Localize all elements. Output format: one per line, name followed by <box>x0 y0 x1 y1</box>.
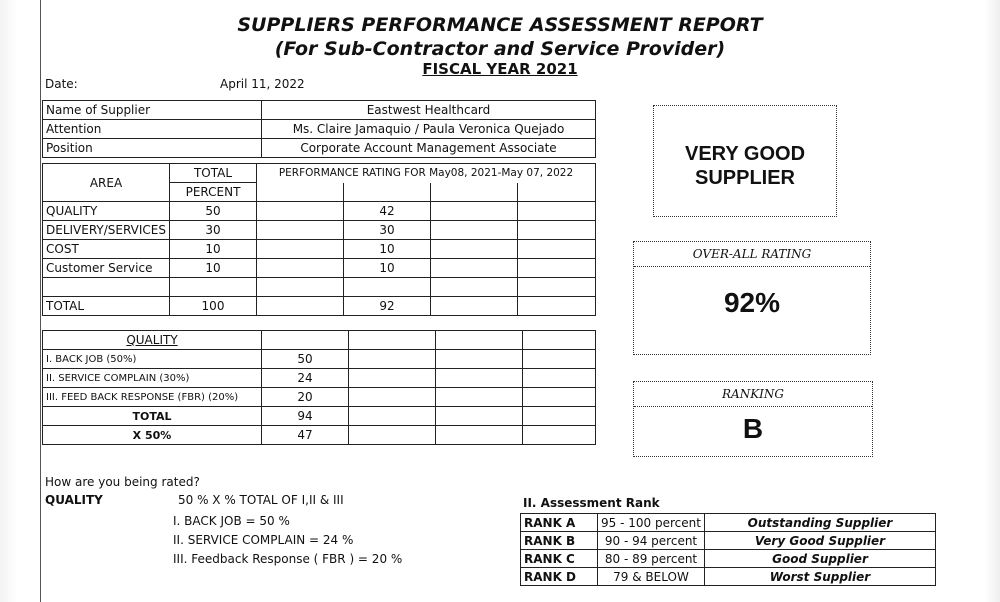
verdict-box <box>653 105 837 217</box>
quality-item-label: I. BACK JOB (50%) <box>43 350 262 369</box>
area-total-label: TOTAL <box>43 297 170 316</box>
area-rating: 30 <box>344 221 431 240</box>
rank-desc: Good Supplier <box>705 550 936 568</box>
position-row <box>43 139 596 158</box>
rank-desc: Worst Supplier <box>705 568 936 586</box>
quality-item-value: 24 <box>262 369 349 388</box>
how-line: III. Feedback Response ( FBR ) = 20 % <box>173 552 403 566</box>
rank-range: 95 - 100 percent <box>598 514 705 532</box>
rank-code: RANK A <box>521 514 598 532</box>
date-value: April 11, 2022 <box>220 77 305 91</box>
rank-row-c <box>521 550 936 568</box>
area-row-delivery <box>43 221 596 240</box>
position-value: Corporate Account Management Associate <box>262 139 596 158</box>
area-name: QUALITY <box>43 202 170 221</box>
rank-code: RANK C <box>521 550 598 568</box>
area-percent: 50 <box>170 202 257 221</box>
area-rating: 10 <box>344 240 431 259</box>
quality-total-value: 94 <box>262 407 349 426</box>
area-total-percent: 100 <box>170 297 257 316</box>
ranking-value: B <box>742 413 764 444</box>
area-row-total <box>43 297 596 316</box>
date-label: Date: <box>45 77 78 91</box>
total-header: TOTAL <box>170 164 257 183</box>
area-row-quality <box>43 202 596 221</box>
quality-x50-value: 47 <box>262 426 349 445</box>
area-rating: 42 <box>344 202 431 221</box>
rank-desc: Very Good Supplier <box>705 532 936 550</box>
area-name: Customer Service <box>43 259 170 278</box>
rank-row-a <box>521 514 936 532</box>
quality-item-label: III. FEED BACK RESPONSE (FBR) (20%) <box>43 388 262 407</box>
report-title: SUPPLIERS PERFORMANCE ASSESSMENT REPORT <box>237 14 763 36</box>
assessment-rank-table <box>520 513 936 586</box>
rank-desc: Outstanding Supplier <box>705 514 936 532</box>
how-formula: 50 % X % TOTAL OF I,II & III <box>178 493 344 507</box>
area-total-rating: 92 <box>344 297 431 316</box>
overall-rating-box <box>633 241 871 355</box>
area-percent: 10 <box>170 240 257 259</box>
attention-value: Ms. Claire Jamaquio / Paula Veronica Quejado <box>262 120 596 139</box>
rank-code: RANK D <box>521 568 598 586</box>
rank-range: 80 - 89 percent <box>598 550 705 568</box>
rank-row-b <box>521 532 936 550</box>
area-row-customer-service <box>43 259 596 278</box>
area-name: COST <box>43 240 170 259</box>
quality-row-complain <box>43 369 596 388</box>
rank-range: 79 & BELOW <box>598 568 705 586</box>
supplier-label: Name of Supplier <box>43 101 262 120</box>
attention-row <box>43 120 596 139</box>
quality-x50-label: X 50% <box>43 426 262 445</box>
area-row-cost <box>43 240 596 259</box>
verdict-line1: VERY GOOD <box>684 143 806 165</box>
ranking-box <box>633 381 873 457</box>
page-margin-line <box>40 0 41 602</box>
quality-item-value: 20 <box>262 388 349 407</box>
supplier-row <box>43 101 596 120</box>
ranking-label: RANKING <box>722 387 784 401</box>
quality-row-total <box>43 407 596 426</box>
quality-row-fbr <box>43 388 596 407</box>
report-subtitle: (For Sub-Contractor and Service Provider) <box>274 38 726 60</box>
supplier-info-table <box>42 100 596 158</box>
area-percent: 30 <box>170 221 257 240</box>
percent-header: PERCENT <box>170 183 257 202</box>
quality-total-label: TOTAL <box>43 407 262 426</box>
how-question: How are you being rated? <box>45 475 200 489</box>
supplier-value: Eastwest Healthcard <box>262 101 596 120</box>
overall-rating-label: OVER-ALL RATING <box>692 247 812 261</box>
area-name: DELIVERY/SERVICES <box>43 221 170 240</box>
quality-row-x50 <box>43 426 596 445</box>
quality-breakdown-table <box>42 330 596 445</box>
verdict-line2: SUPPLIER <box>694 167 796 189</box>
quality-item-label: II. SERVICE COMPLAIN (30%) <box>43 369 262 388</box>
area-percent: 10 <box>170 259 257 278</box>
rating-period-header: PERFORMANCE RATING FOR May08, 2021-May 07, 2022 <box>257 164 596 183</box>
rank-row-d <box>521 568 936 586</box>
position-label: Position <box>43 139 262 158</box>
area-header: AREA <box>43 164 170 202</box>
rank-range: 90 - 94 percent <box>598 532 705 550</box>
assessment-title: II. Assessment Rank <box>523 496 660 510</box>
fiscal-year: FISCAL YEAR 2021 <box>422 60 578 78</box>
area-row-blank <box>43 278 596 297</box>
how-line: II. SERVICE COMPLAIN = 24 % <box>173 533 354 547</box>
attention-label: Attention <box>43 120 262 139</box>
how-quality-label: QUALITY <box>45 493 103 507</box>
quality-row-backjob <box>43 350 596 369</box>
quality-heading: QUALITY <box>43 331 262 350</box>
rank-code: RANK B <box>521 532 598 550</box>
how-line: I. BACK JOB = 50 % <box>173 514 290 528</box>
area-rating-table <box>42 163 596 316</box>
quality-item-value: 50 <box>262 350 349 369</box>
overall-rating-value: 92% <box>723 287 781 318</box>
area-rating: 10 <box>344 259 431 278</box>
